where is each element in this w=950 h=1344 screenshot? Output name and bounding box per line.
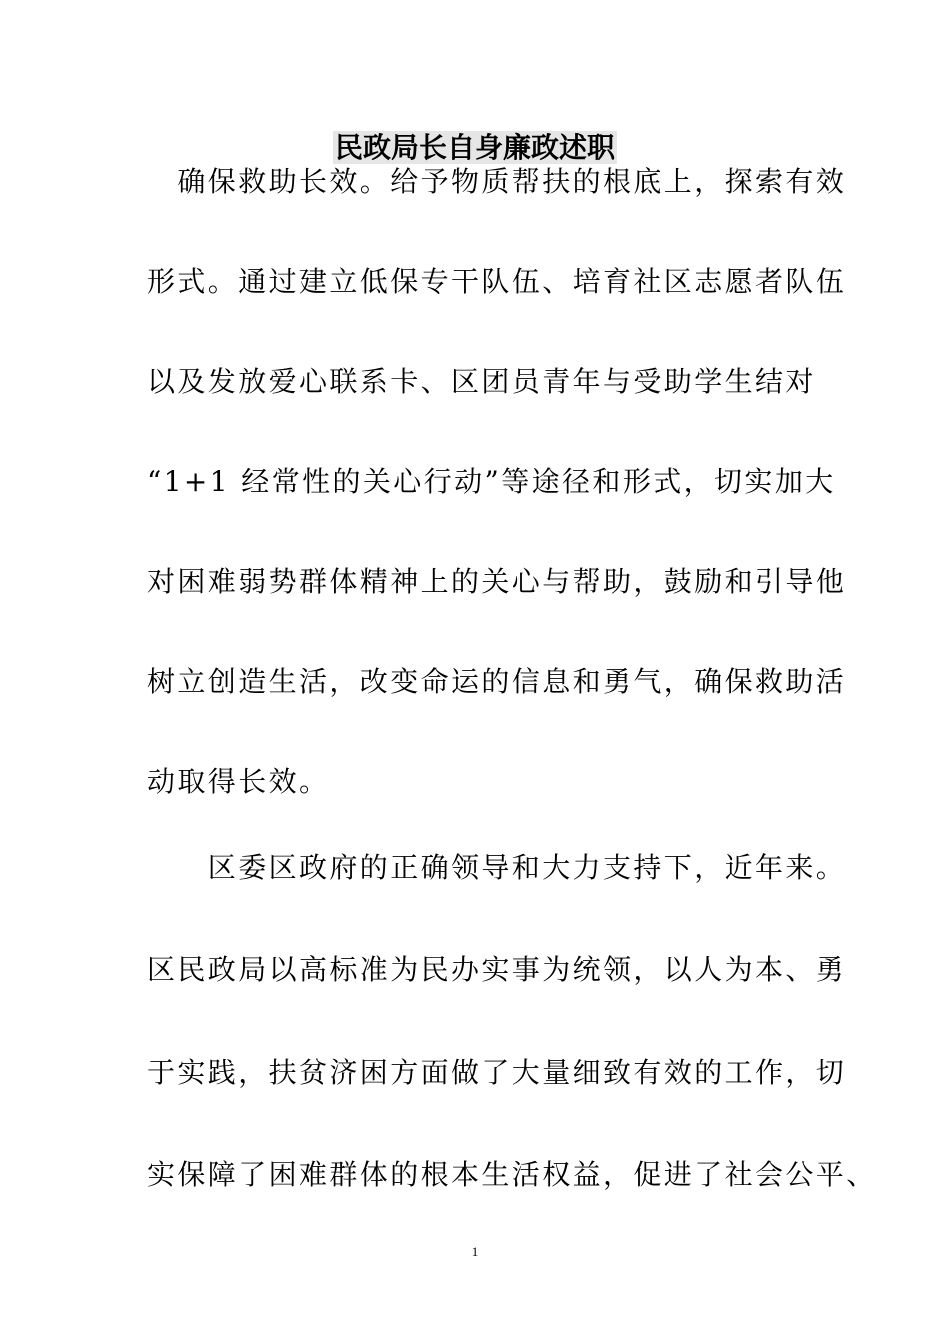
document-title-text: 民政局长自身廉政述职 — [334, 131, 615, 164]
body-line-9: 区民政局以高标准为民办实事为统领，以人为本、勇 — [147, 953, 847, 986]
body-line-10: 于实践，扶贫济困方面做了大量细致有效的工作，切 — [147, 1056, 847, 1089]
body-line-7: 动取得长效。 — [147, 765, 330, 798]
body-line-4: “1+1 经常性的关心行动”等途径和形式，切实加大 — [147, 465, 836, 498]
body-line-6: 树立创造生活，改变命运的信息和勇气，确保救助活 — [147, 665, 847, 698]
body-line-8: 区委区政府的正确领导和大力支持下，近年来。 — [147, 851, 847, 884]
body-line-11: 实保障了困难群体的根本生活权益，促进了社会公平、 — [147, 1158, 877, 1191]
body-line-5: 对困难弱势群体精神上的关心与帮助，鼓励和引导他 — [147, 565, 847, 598]
body-line-1: 确保救助长效。给予物质帮扶的根底上，探索有效 — [147, 165, 847, 198]
page-number: 1 — [471, 1244, 479, 1259]
body-line-3: 以及发放爱心联系卡、区团员青年与受助学生结对 — [147, 365, 816, 398]
body-line-2: 形式。通过建立低保专干队伍、培育社区志愿者队伍 — [147, 265, 847, 298]
